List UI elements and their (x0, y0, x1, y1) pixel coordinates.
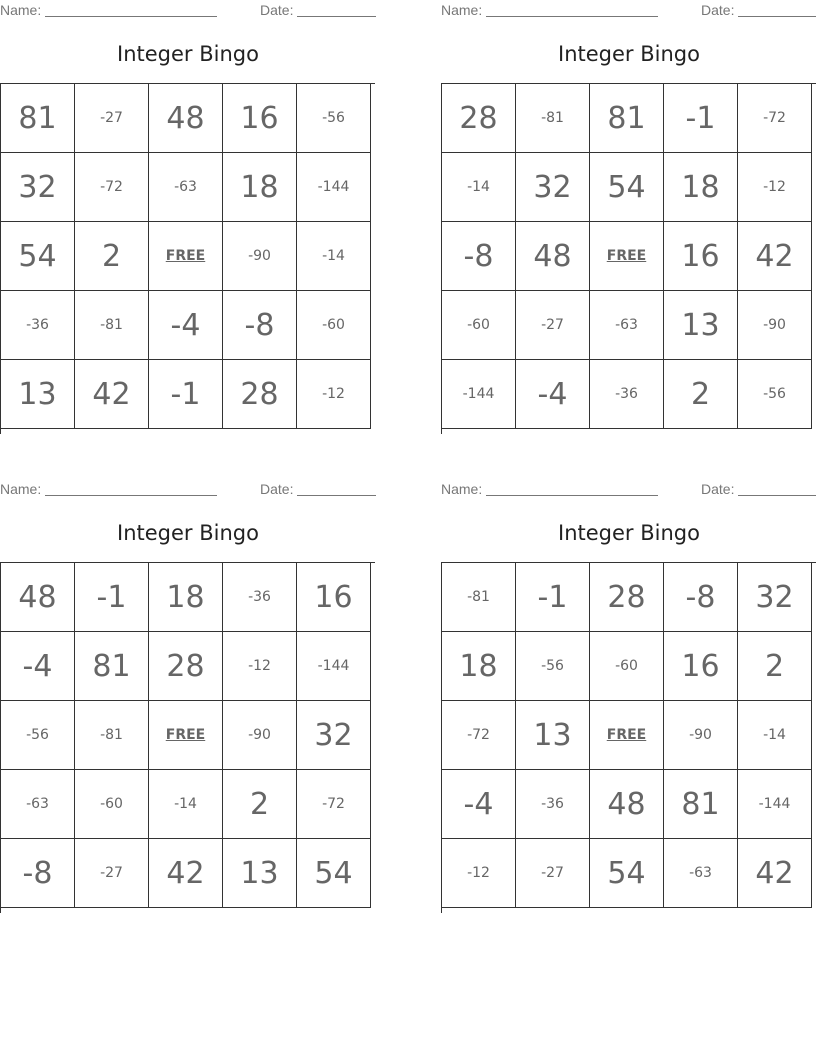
bingo-cell: -72 (442, 701, 516, 770)
bingo-cell: 54 (297, 839, 371, 908)
bingo-cell: 16 (297, 563, 371, 632)
bingo-cell: -27 (75, 84, 149, 153)
bingo-cell: 16 (664, 632, 738, 701)
bingo-cell: -27 (516, 839, 590, 908)
bingo-cell: 13 (223, 839, 297, 908)
bingo-cell: 28 (149, 632, 223, 701)
bingo-cell: -72 (297, 770, 371, 839)
bingo-cell: 48 (1, 563, 75, 632)
bingo-cell: -4 (1, 632, 75, 701)
bingo-grid (441, 562, 816, 913)
bingo-cell: -14 (442, 153, 516, 222)
bingo-cell: -72 (75, 153, 149, 222)
name-field-line (486, 16, 658, 17)
bingo-cell: 54 (590, 839, 664, 908)
bingo-cell: -60 (75, 770, 149, 839)
bingo-cell: -8 (442, 222, 516, 291)
bingo-cell: -4 (149, 291, 223, 360)
bingo-cell: 32 (516, 153, 590, 222)
date-label: Date: (260, 2, 294, 18)
bingo-cell: -90 (223, 222, 297, 291)
bingo-cell: -14 (149, 770, 223, 839)
bingo-cell: -4 (442, 770, 516, 839)
bingo-cell: -4 (516, 360, 590, 429)
bingo-cell: 13 (1, 360, 75, 429)
bingo-cell: -1 (75, 563, 149, 632)
bingo-card-2 (441, 0, 816, 435)
card-title: Integer Bingo (117, 42, 259, 66)
bingo-cell: -144 (297, 153, 371, 222)
bingo-cell: 32 (1, 153, 75, 222)
bingo-cell: -36 (590, 360, 664, 429)
bingo-cell: -36 (223, 563, 297, 632)
card-title: Integer Bingo (558, 42, 700, 66)
name-label: Name: (441, 481, 483, 497)
bingo-cell: -56 (297, 84, 371, 153)
bingo-cell: -81 (75, 291, 149, 360)
bingo-cell: -1 (516, 563, 590, 632)
card-header (441, 0, 816, 20)
bingo-cell: -60 (442, 291, 516, 360)
date-field-line (297, 495, 376, 496)
bingo-cell: -81 (442, 563, 516, 632)
bingo-cell: -14 (738, 701, 812, 770)
bingo-cell: -1 (149, 360, 223, 429)
bingo-cell: 18 (442, 632, 516, 701)
date-label: Date: (260, 481, 294, 497)
bingo-cell: -56 (516, 632, 590, 701)
name-label: Name: (0, 481, 42, 497)
bingo-cell: 28 (223, 360, 297, 429)
bingo-cell: -14 (297, 222, 371, 291)
bingo-cell: -56 (738, 360, 812, 429)
bingo-cell: 2 (75, 222, 149, 291)
bingo-cell: -8 (664, 563, 738, 632)
bingo-cell: -81 (516, 84, 590, 153)
bingo-cell: -63 (664, 839, 738, 908)
bingo-cell: 81 (590, 84, 664, 153)
bingo-cell: 32 (738, 563, 812, 632)
bingo-cell: -56 (1, 701, 75, 770)
bingo-cell: -12 (297, 360, 371, 429)
date-field-line (297, 16, 376, 17)
bingo-cell: 18 (223, 153, 297, 222)
free-space-cell: FREE (149, 222, 223, 291)
bingo-cell: 13 (516, 701, 590, 770)
bingo-cell: 48 (516, 222, 590, 291)
bingo-cell: 28 (590, 563, 664, 632)
bingo-cell: 42 (738, 839, 812, 908)
bingo-cell: -90 (664, 701, 738, 770)
bingo-cell: 54 (1, 222, 75, 291)
bingo-cell: 42 (75, 360, 149, 429)
date-field-line (738, 495, 816, 496)
bingo-cell: -36 (516, 770, 590, 839)
bingo-cell: 2 (223, 770, 297, 839)
date-label: Date: (701, 2, 735, 18)
free-space-cell: FREE (590, 701, 664, 770)
bingo-cell: -90 (738, 291, 812, 360)
free-space-cell: FREE (149, 701, 223, 770)
bingo-cell: -63 (590, 291, 664, 360)
name-label: Name: (0, 2, 42, 18)
card-title: Integer Bingo (558, 521, 700, 545)
bingo-cell: -72 (738, 84, 812, 153)
bingo-cell: 81 (664, 770, 738, 839)
bingo-cell: 13 (664, 291, 738, 360)
bingo-cell: -81 (75, 701, 149, 770)
bingo-grid (0, 562, 375, 913)
bingo-cell: -27 (516, 291, 590, 360)
bingo-grid (0, 83, 375, 434)
name-field-line (486, 495, 658, 496)
bingo-cell: -12 (223, 632, 297, 701)
bingo-card-1 (0, 0, 376, 435)
name-field-line (45, 16, 217, 17)
card-header (0, 0, 376, 20)
card-header (441, 479, 816, 499)
bingo-cell: -60 (297, 291, 371, 360)
bingo-cell: 42 (149, 839, 223, 908)
bingo-cell: -144 (738, 770, 812, 839)
bingo-cell: 2 (664, 360, 738, 429)
bingo-cell: -8 (223, 291, 297, 360)
bingo-grid (441, 83, 816, 434)
card-title: Integer Bingo (117, 521, 259, 545)
name-field-line (45, 495, 217, 496)
bingo-cell: -144 (442, 360, 516, 429)
bingo-cell: 54 (590, 153, 664, 222)
bingo-cell: -1 (664, 84, 738, 153)
bingo-cell: 48 (590, 770, 664, 839)
bingo-cell: -12 (738, 153, 812, 222)
bingo-cell: 2 (738, 632, 812, 701)
bingo-cell: -36 (1, 291, 75, 360)
bingo-cell: -8 (1, 839, 75, 908)
bingo-cell: 28 (442, 84, 516, 153)
bingo-cell: -90 (223, 701, 297, 770)
bingo-cell: -63 (149, 153, 223, 222)
bingo-card-4 (441, 479, 816, 914)
bingo-cell: 42 (738, 222, 812, 291)
bingo-cell: 32 (297, 701, 371, 770)
free-space-cell: FREE (590, 222, 664, 291)
bingo-cell: 16 (664, 222, 738, 291)
bingo-cell: 81 (75, 632, 149, 701)
bingo-cell: 81 (1, 84, 75, 153)
bingo-cell: -12 (442, 839, 516, 908)
bingo-cell: 18 (664, 153, 738, 222)
bingo-cell: -63 (1, 770, 75, 839)
name-label: Name: (441, 2, 483, 18)
date-label: Date: (701, 481, 735, 497)
bingo-cell: 16 (223, 84, 297, 153)
date-field-line (738, 16, 816, 17)
card-header (0, 479, 376, 499)
bingo-cell: -60 (590, 632, 664, 701)
bingo-card-3 (0, 479, 376, 914)
bingo-cell: -27 (75, 839, 149, 908)
bingo-cell: 18 (149, 563, 223, 632)
bingo-cell: -144 (297, 632, 371, 701)
bingo-cell: 48 (149, 84, 223, 153)
